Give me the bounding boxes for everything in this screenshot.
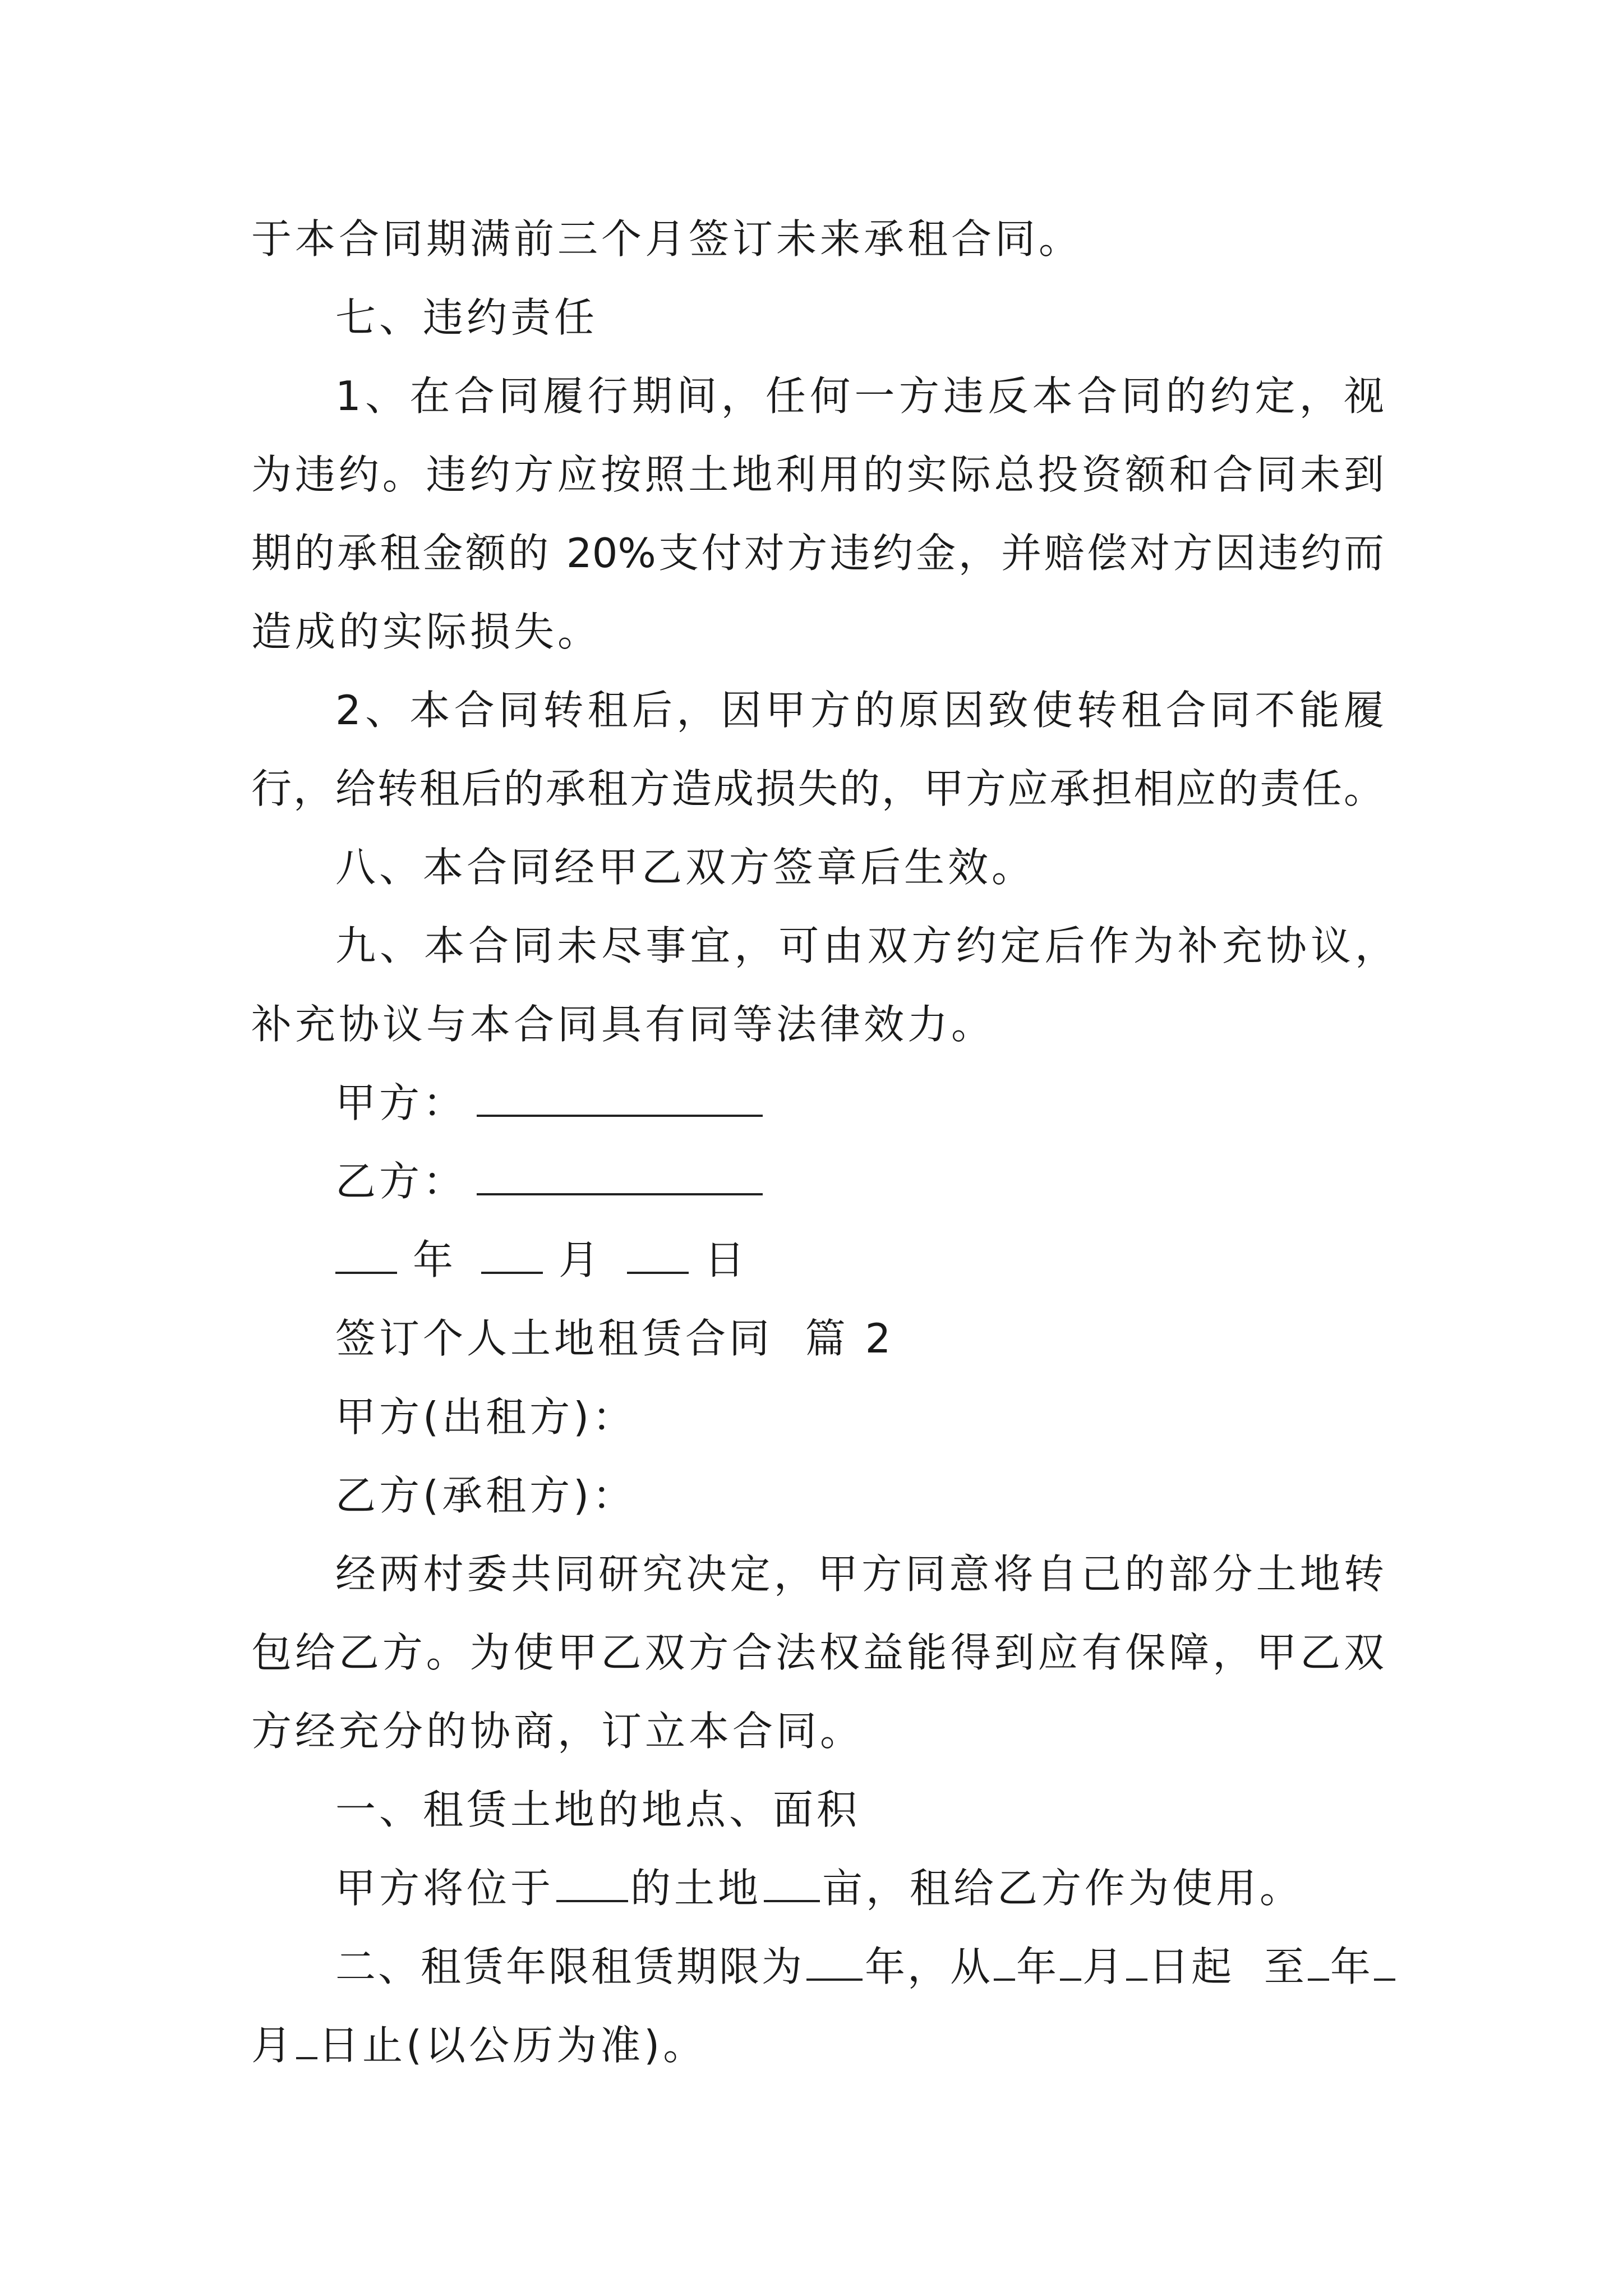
section-heading-breach: 七、违约责任 bbox=[335, 294, 598, 341]
year-blank bbox=[335, 1235, 397, 1274]
signature-line-party-a bbox=[335, 1076, 766, 1130]
paragraph-line: 方经充分的协商，订立本合同。 bbox=[251, 1708, 864, 1755]
day-blank bbox=[627, 1235, 689, 1274]
party-b-signature-blank bbox=[477, 1156, 763, 1195]
lessor-label: 甲方(出租方)： bbox=[335, 1393, 637, 1441]
start-day-blank bbox=[1126, 1941, 1147, 1981]
term-text: 二、租赁年限租赁期限为 bbox=[335, 1943, 805, 1990]
day-label: 日 bbox=[704, 1236, 749, 1283]
end-month-blank bbox=[1374, 1941, 1395, 1981]
location-line bbox=[335, 1861, 1303, 1915]
paragraph-line: 2、本合同转租后，因甲方的原因致使转租合同不能履 bbox=[335, 687, 1384, 734]
start-month-label: 月 bbox=[1082, 1943, 1126, 1990]
location-text: 甲方将位于 bbox=[335, 1865, 555, 1912]
end-day-text: 日止(以公历为准)。 bbox=[319, 2022, 707, 2069]
paragraph-line: 包给乙方。为使甲乙双方合法权益能得到应有保障，甲乙双 bbox=[251, 1629, 1384, 1676]
term-from-text: 年，从 bbox=[865, 1943, 993, 1990]
term-years-blank bbox=[806, 1941, 863, 1981]
term-line bbox=[335, 1940, 1396, 1994]
paragraph-line: 九、本合同未尽事宜，可由双方约定后作为补充协议， bbox=[335, 922, 1395, 969]
signature-line-party-b bbox=[335, 1154, 766, 1208]
start-year-blank bbox=[994, 1941, 1015, 1981]
end-year-blank bbox=[1308, 1941, 1329, 1981]
area-blank bbox=[764, 1863, 820, 1902]
section-heading-location: 一、租赁土地的地点、面积 bbox=[335, 1786, 861, 1833]
paragraph-line: 八、本合同经甲乙双方签章后生效。 bbox=[335, 844, 1036, 891]
lessee-label: 乙方(承租方)： bbox=[335, 1472, 637, 1519]
section-title-part-2: 签订个人土地租赁合同 篇 2 bbox=[335, 1315, 895, 1362]
paragraph-line: 于本合同期满前三个月签订未来承租合同。 bbox=[251, 215, 1083, 263]
end-year-label: 年 bbox=[1330, 1943, 1373, 1990]
start-month-blank bbox=[1060, 1941, 1081, 1981]
end-day-blank bbox=[296, 2020, 317, 2059]
month-label: 月 bbox=[559, 1236, 603, 1283]
month-blank bbox=[481, 1235, 543, 1274]
date-line bbox=[335, 1233, 748, 1287]
party-b-label: 乙方： bbox=[335, 1158, 467, 1205]
paragraph-line: 为违约。违约方应按照土地利用的实际总投资额和合同未到 bbox=[251, 451, 1384, 498]
party-a-signature-blank bbox=[477, 1078, 763, 1117]
end-month-label: 月 bbox=[251, 2022, 296, 2069]
paragraph-line: 行，给转租后的承租方造成损失的，甲方应承担相应的责任。 bbox=[251, 765, 1384, 812]
start-day-label: 日起 至 bbox=[1149, 1943, 1307, 1990]
paragraph-line: 1、在合同履行期间，任何一方违反本合同的约定，视 bbox=[335, 372, 1384, 420]
area-text: 亩，租给乙方作为使用。 bbox=[822, 1865, 1304, 1912]
paragraph-line: 补充协议与本合同具有同等法律效力。 bbox=[251, 1001, 995, 1048]
land-text: 的土地 bbox=[630, 1865, 762, 1912]
location-blank bbox=[556, 1863, 628, 1902]
paragraph-line: 期的承租金额的 20%支付对方违约金，并赔偿对方因违约而 bbox=[251, 530, 1384, 577]
start-year-label: 年 bbox=[1016, 1943, 1059, 1990]
paragraph-line: 造成的实际损失。 bbox=[251, 608, 602, 655]
party-a-label: 甲方： bbox=[335, 1079, 467, 1126]
paragraph-line: 经两村委共同研究决定，甲方同意将自己的部分土地转 bbox=[335, 1550, 1384, 1598]
year-label: 年 bbox=[413, 1236, 457, 1283]
term-end-line bbox=[251, 2018, 707, 2072]
